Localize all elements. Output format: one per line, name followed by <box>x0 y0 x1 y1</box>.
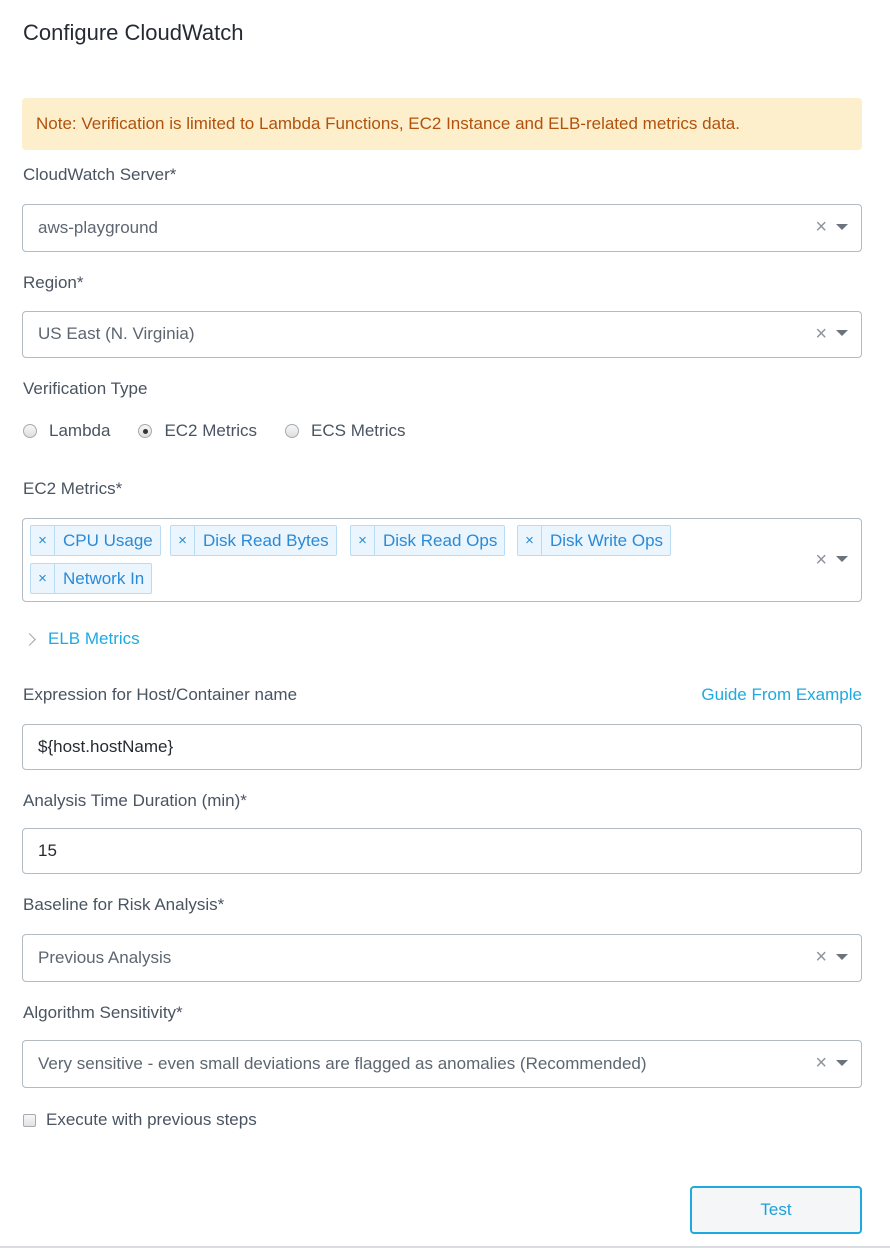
remove-tag-icon[interactable]: × <box>351 526 375 555</box>
region-select[interactable] <box>22 311 862 358</box>
caret-down-icon[interactable] <box>836 954 848 960</box>
clear-icon[interactable]: × <box>815 549 827 571</box>
baseline-select[interactable] <box>22 934 862 982</box>
baseline-label: Baseline for Risk Analysis* <box>23 895 225 914</box>
region-label: Region* <box>23 273 84 292</box>
ec2-metrics-multiselect[interactable] <box>22 518 862 602</box>
metric-tag-disk-read-ops: × Disk Read Ops <box>350 525 505 556</box>
sensitivity-label: Algorithm Sensitivity* <box>23 1003 183 1022</box>
radio-circle-icon[interactable] <box>23 424 37 438</box>
ec2-metrics-label: EC2 Metrics* <box>23 479 123 498</box>
duration-label: Analysis Time Duration (min)* <box>23 791 247 810</box>
remove-tag-icon[interactable]: × <box>31 564 55 593</box>
expression-input[interactable] <box>22 724 862 770</box>
clear-icon[interactable]: × <box>815 216 827 238</box>
elb-metrics-link[interactable]: ELB Metrics <box>48 629 140 648</box>
radio-circle-icon[interactable] <box>285 424 299 438</box>
guide-from-example-link[interactable]: Guide From Example <box>701 685 862 704</box>
radio-ecs-metrics[interactable]: ECS Metrics <box>285 421 405 441</box>
region-value: US East (N. Virginia) <box>38 324 195 343</box>
clear-icon[interactable]: × <box>815 1052 827 1074</box>
duration-value: 15 <box>38 841 57 860</box>
metric-tag-network-in: × Network In <box>30 563 152 594</box>
sensitivity-value: Very sensitive - even small deviations are flagged as anomalies (Recommended) <box>38 1054 647 1073</box>
server-label: CloudWatch Server* <box>23 165 177 184</box>
metric-tag-disk-write-ops: × Disk Write Ops <box>517 525 671 556</box>
metric-tag-cpu-usage: × CPU Usage <box>30 525 161 556</box>
test-button[interactable]: Test <box>690 1186 862 1234</box>
checkbox-icon[interactable] <box>23 1114 36 1127</box>
radio-circle-selected-icon[interactable] <box>138 424 152 438</box>
elb-metrics-toggle[interactable] <box>23 629 140 649</box>
expression-value: ${host.hostName} <box>38 737 174 756</box>
duration-input[interactable] <box>22 828 862 874</box>
metric-tag-disk-read-bytes: × Disk Read Bytes <box>170 525 337 556</box>
remove-tag-icon[interactable]: × <box>171 526 195 555</box>
radio-ec2-metrics[interactable]: EC2 Metrics <box>138 421 257 441</box>
clear-icon[interactable]: × <box>815 946 827 968</box>
caret-down-icon[interactable] <box>836 1060 848 1066</box>
chevron-right-icon <box>23 633 36 646</box>
verification-type-group <box>23 420 433 442</box>
verification-note: Note: Verification is limited to Lambda Functions, EC2 Instance and ELB-related metrics data. <box>22 98 862 150</box>
clear-icon[interactable]: × <box>815 323 827 345</box>
caret-down-icon[interactable] <box>836 224 848 230</box>
verification-type-label: Verification Type <box>23 379 148 398</box>
sensitivity-select[interactable] <box>22 1040 862 1088</box>
page-title: Configure CloudWatch <box>23 20 244 45</box>
caret-down-icon[interactable] <box>836 556 848 562</box>
remove-tag-icon[interactable]: × <box>31 526 55 555</box>
caret-down-icon[interactable] <box>836 330 848 336</box>
server-select[interactable] <box>22 204 862 252</box>
server-value: aws-playground <box>38 218 159 237</box>
remove-tag-icon[interactable]: × <box>518 526 542 555</box>
execute-with-previous-checkbox[interactable] <box>23 1110 257 1130</box>
radio-lambda[interactable]: Lambda <box>23 421 110 441</box>
baseline-value: Previous Analysis <box>38 948 172 967</box>
execute-label: Execute with previous steps <box>46 1110 257 1129</box>
expression-label: Expression for Host/Container name <box>23 685 298 704</box>
